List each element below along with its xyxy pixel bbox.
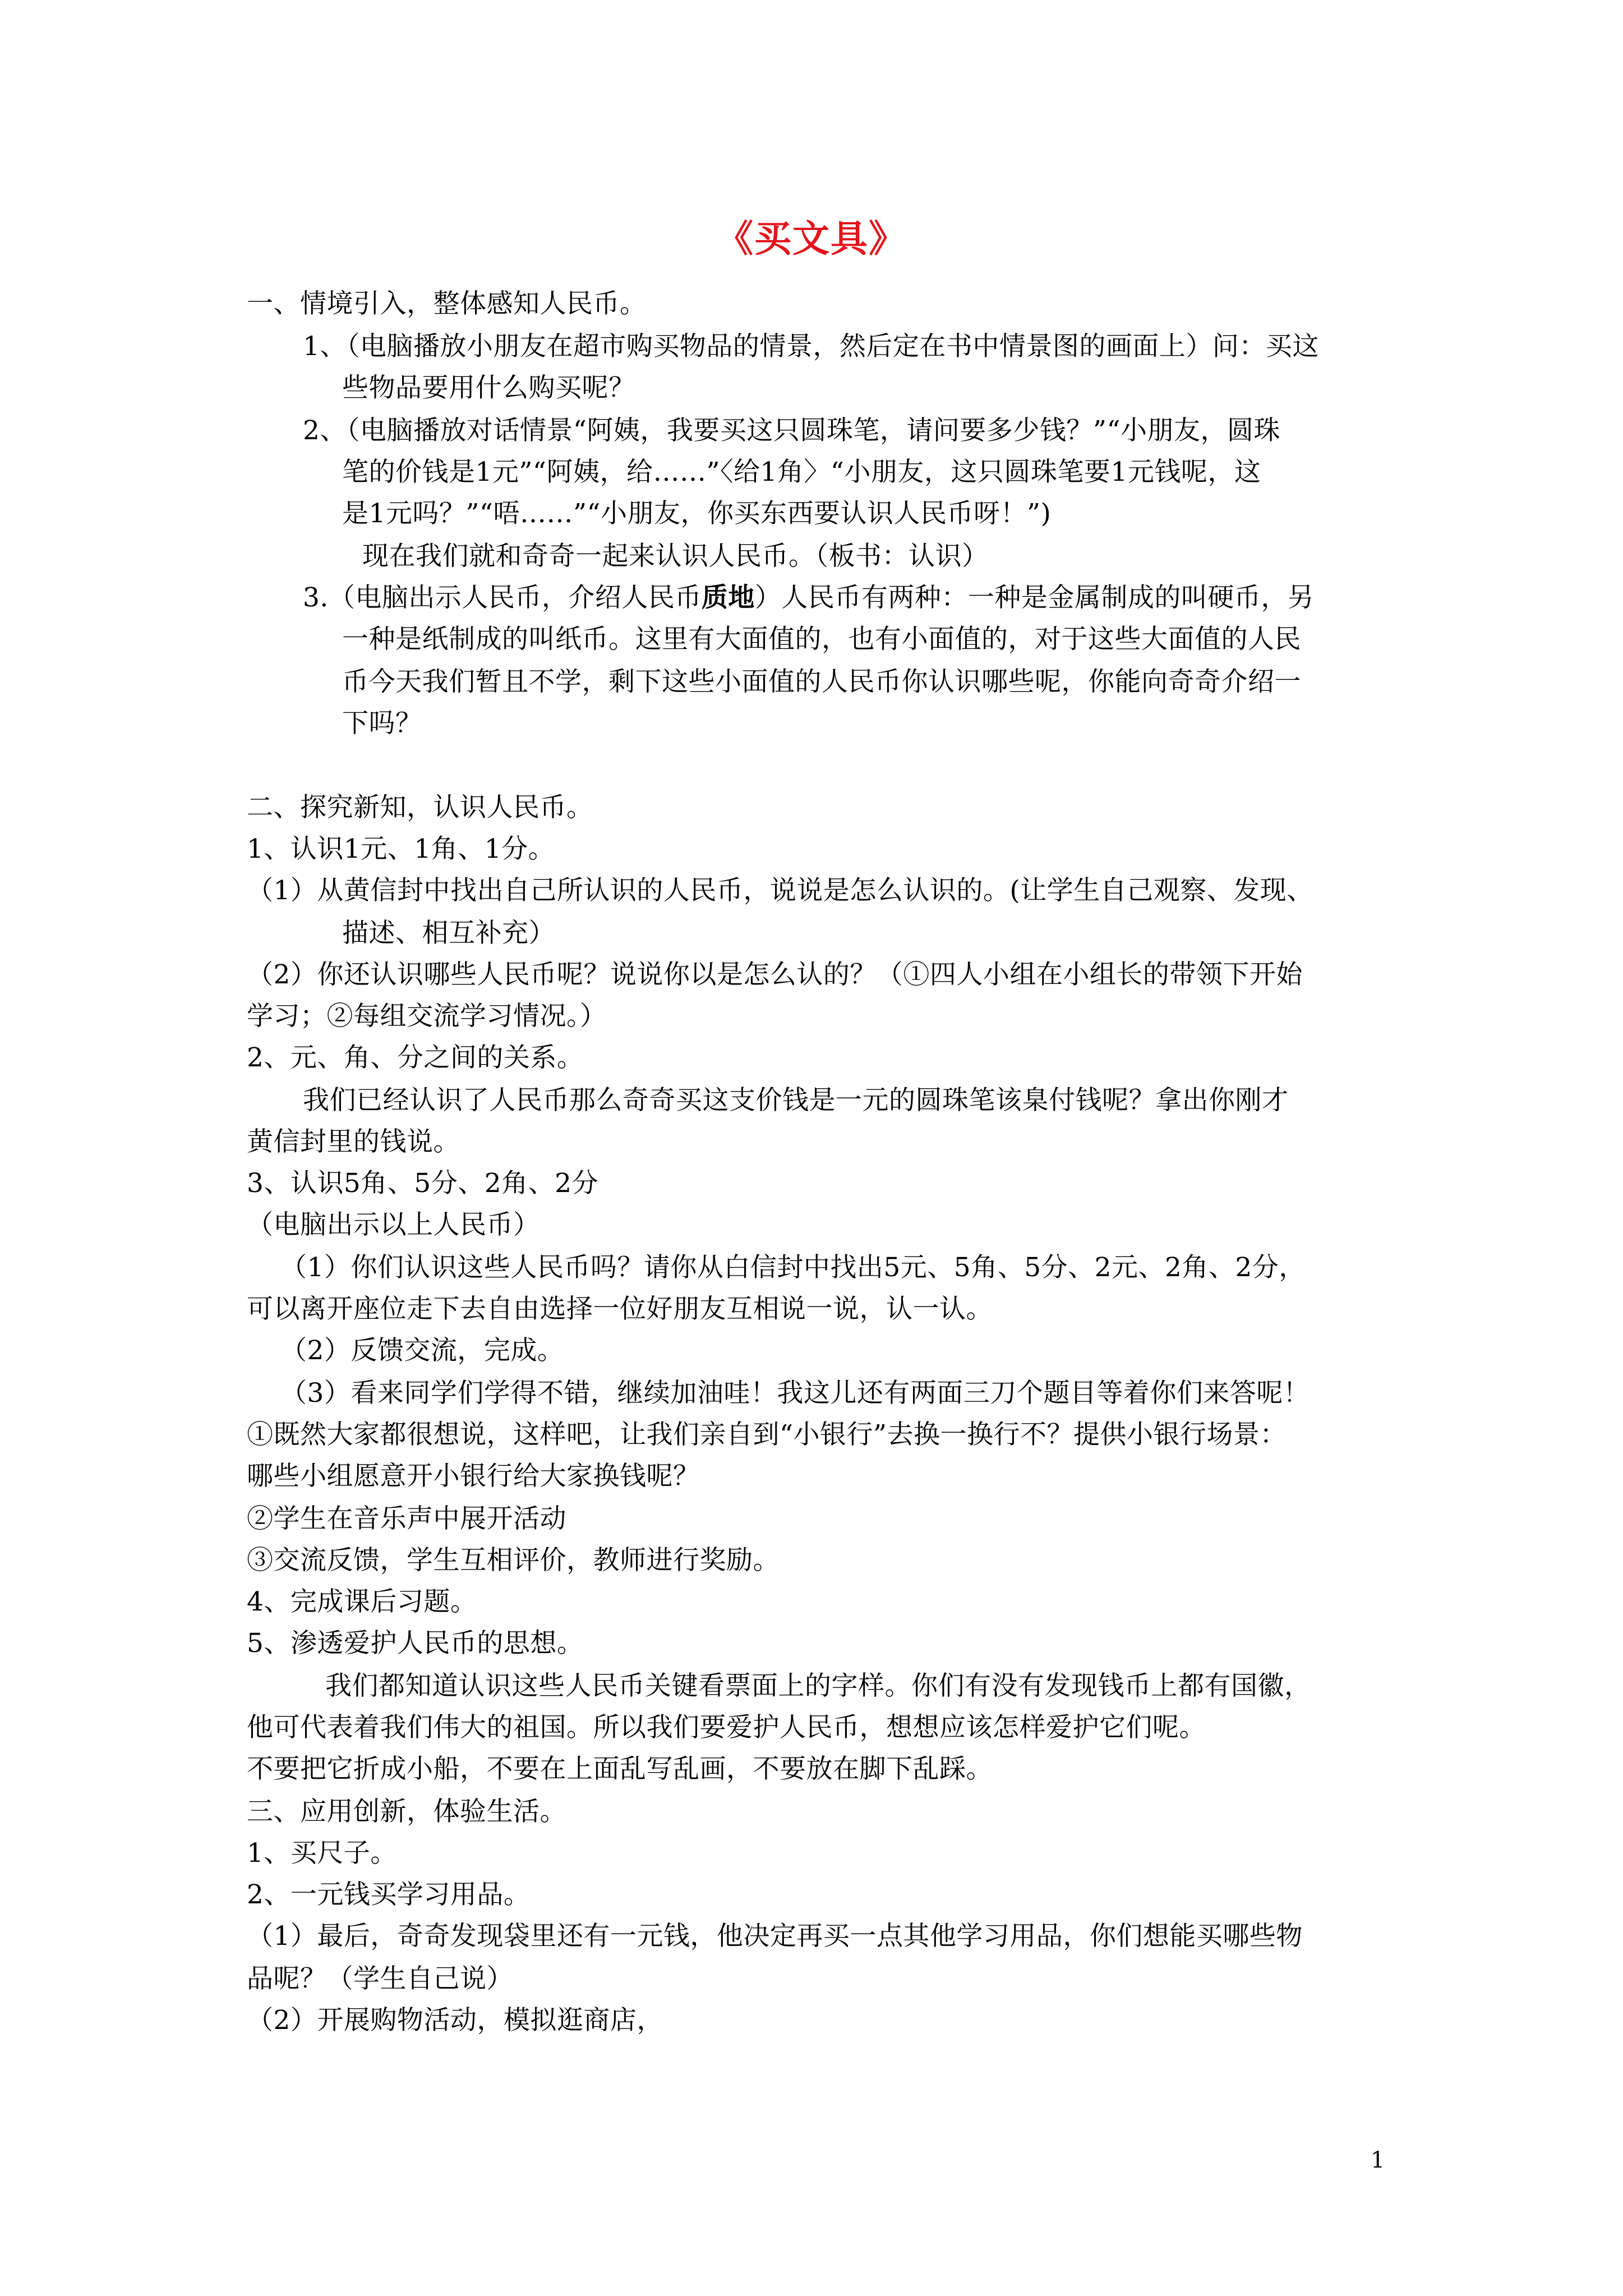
subsection-heading: 1、买尺子。 xyxy=(247,1838,397,1869)
paragraph-line: 是1元吗？”“唔……”“小朋友，你买东西要认识人民币呀！”) xyxy=(342,498,1052,529)
page-number: 1 xyxy=(1371,2147,1385,2173)
paragraph-line: （1）从黄信封中找出自己所认识的人民币，说说是怎么认识的。(让学生自己观察、发现、 xyxy=(247,875,1313,906)
paragraph-line: 我们已经认识了人民币那么奇奇买这支价钱是一元的圆珠笔该臬付钱呢？拿出你刚才 xyxy=(303,1085,1289,1116)
subsection-heading: 4、完成课后习题。 xyxy=(247,1586,477,1617)
subsection-heading: 2、元、角、分之间的关系。 xyxy=(247,1042,584,1073)
paragraph-line: 描述、相互补充） xyxy=(342,918,555,949)
paragraph-line: （2）反馈交流，完成。 xyxy=(280,1335,564,1366)
paragraph-line: 下吗？ xyxy=(342,708,422,739)
paragraph-line: （3）看来同学们学得不错，继续加油哇！我这儿还有两面三刀个题目等着你们来答呢！ xyxy=(280,1378,1310,1409)
subsection-heading: 1、认识1元、1角、1分。 xyxy=(247,834,555,864)
paragraph-line: 现在我们就和奇奇一起来认识人民币。（板书：认识） xyxy=(362,541,989,572)
paragraph-line: 品呢？（学生自己说） xyxy=(247,1963,513,1994)
paragraph-line: （2）你还认识哪些人民币呢？说说你以是怎么认的？（①四人小组在小组长的带领下开始 xyxy=(247,959,1303,990)
subsection-heading: 3、认识5角、5分、2角、2分 xyxy=(247,1168,599,1199)
section-heading-2: 二、探究新知，认识人民币。 xyxy=(247,792,593,823)
document-title: 《买文具》 xyxy=(716,217,907,260)
paragraph-line: 我们都知道认识这些人民币关键看票面上的字样。你们有没有发现钱币上都有国徽， xyxy=(325,1671,1311,1701)
section-heading-3: 三、应用创新，体验生活。 xyxy=(247,1796,566,1827)
line-text: ）人民币有两种：一种是金属制成的叫硬币，另 xyxy=(754,582,1315,613)
paragraph-line: （2）开展购物活动，模拟逛商店， xyxy=(247,2005,663,2036)
paragraph-line: 2、（电脑播放对话情景“阿姨，我要买这只圆珠笔，请问要多少钱？”“小朋友，圆珠 xyxy=(303,415,1280,446)
paragraph-line: 些物品要用什么购买呢？ xyxy=(342,372,635,403)
line-text: 3.（电脑出示人民币，介绍人民币 xyxy=(303,582,702,613)
paragraph-line: 他可代表着我们伟大的祖国。所以我们要爱护人民币，想想应该怎样爱护它们呢。 xyxy=(247,1712,1206,1743)
paragraph-line: 一种是纸制成的叫纸币。这里有大面值的，也有小面值的，对于这些大面值的人民 xyxy=(342,624,1301,655)
paragraph-line: 笔的价钱是1元”“阿姨，给……”〈给1角〉“小朋友，这只圆珠笔要1元钱呢，这 xyxy=(342,457,1261,487)
paragraph-line: ①既然大家都很想说，这样吧，让我们亲自到“小银行”去换一换行不？提供小银行场景： xyxy=(247,1419,1287,1450)
paragraph-line: 哪些小组愿意开小银行给大家换钱呢？ xyxy=(247,1461,700,1492)
paragraph-line: （1）最后，奇奇发现袋里还有一元钱，他决定再买一点其他学习用品，你们想能买哪些物 xyxy=(247,1921,1303,1952)
paragraph-line: 可以离开座位走下去自由选择一位好朋友互相说一说，认一认。 xyxy=(247,1294,993,1324)
bold-keyword: 质地 xyxy=(701,582,755,613)
paragraph-line xyxy=(303,581,1314,615)
paragraph-line: ③交流反馈，学生互相评价，教师进行奖励。 xyxy=(247,1545,780,1576)
paragraph-line: ②学生在音乐声中展开活动 xyxy=(247,1503,566,1534)
paragraph-line: （1）你们认识这些人民币吗？请你从白信封中找出5元、5角、5分、2元、2角、2分， xyxy=(280,1252,1306,1283)
subsection-heading: 5、渗透爱护人民币的思想。 xyxy=(247,1628,584,1659)
paragraph-line: 币今天我们暂且不学，剩下这些小面值的人民币你认识哪些呢，你能向奇奇介绍一 xyxy=(342,666,1301,697)
paragraph-line: 不要把它折成小船，不要在上面乱写乱画，不要放在脚下乱踩。 xyxy=(247,1754,993,1784)
paragraph-line: 1、（电脑播放小朋友在超市购买物品的情景，然后定在书中情景图的画面上）问：买这 xyxy=(303,331,1319,362)
paragraph-line: 学习；②每组交流学习情况。） xyxy=(247,1001,607,1032)
paragraph-line: （电脑出示以上人民币） xyxy=(247,1209,540,1240)
paragraph-line: 黄信封里的钱说。 xyxy=(247,1126,460,1157)
subsection-heading: 2、一元钱买学习用品。 xyxy=(247,1879,531,1910)
section-heading-1: 一、情境引入，整体感知人民币。 xyxy=(247,288,647,319)
